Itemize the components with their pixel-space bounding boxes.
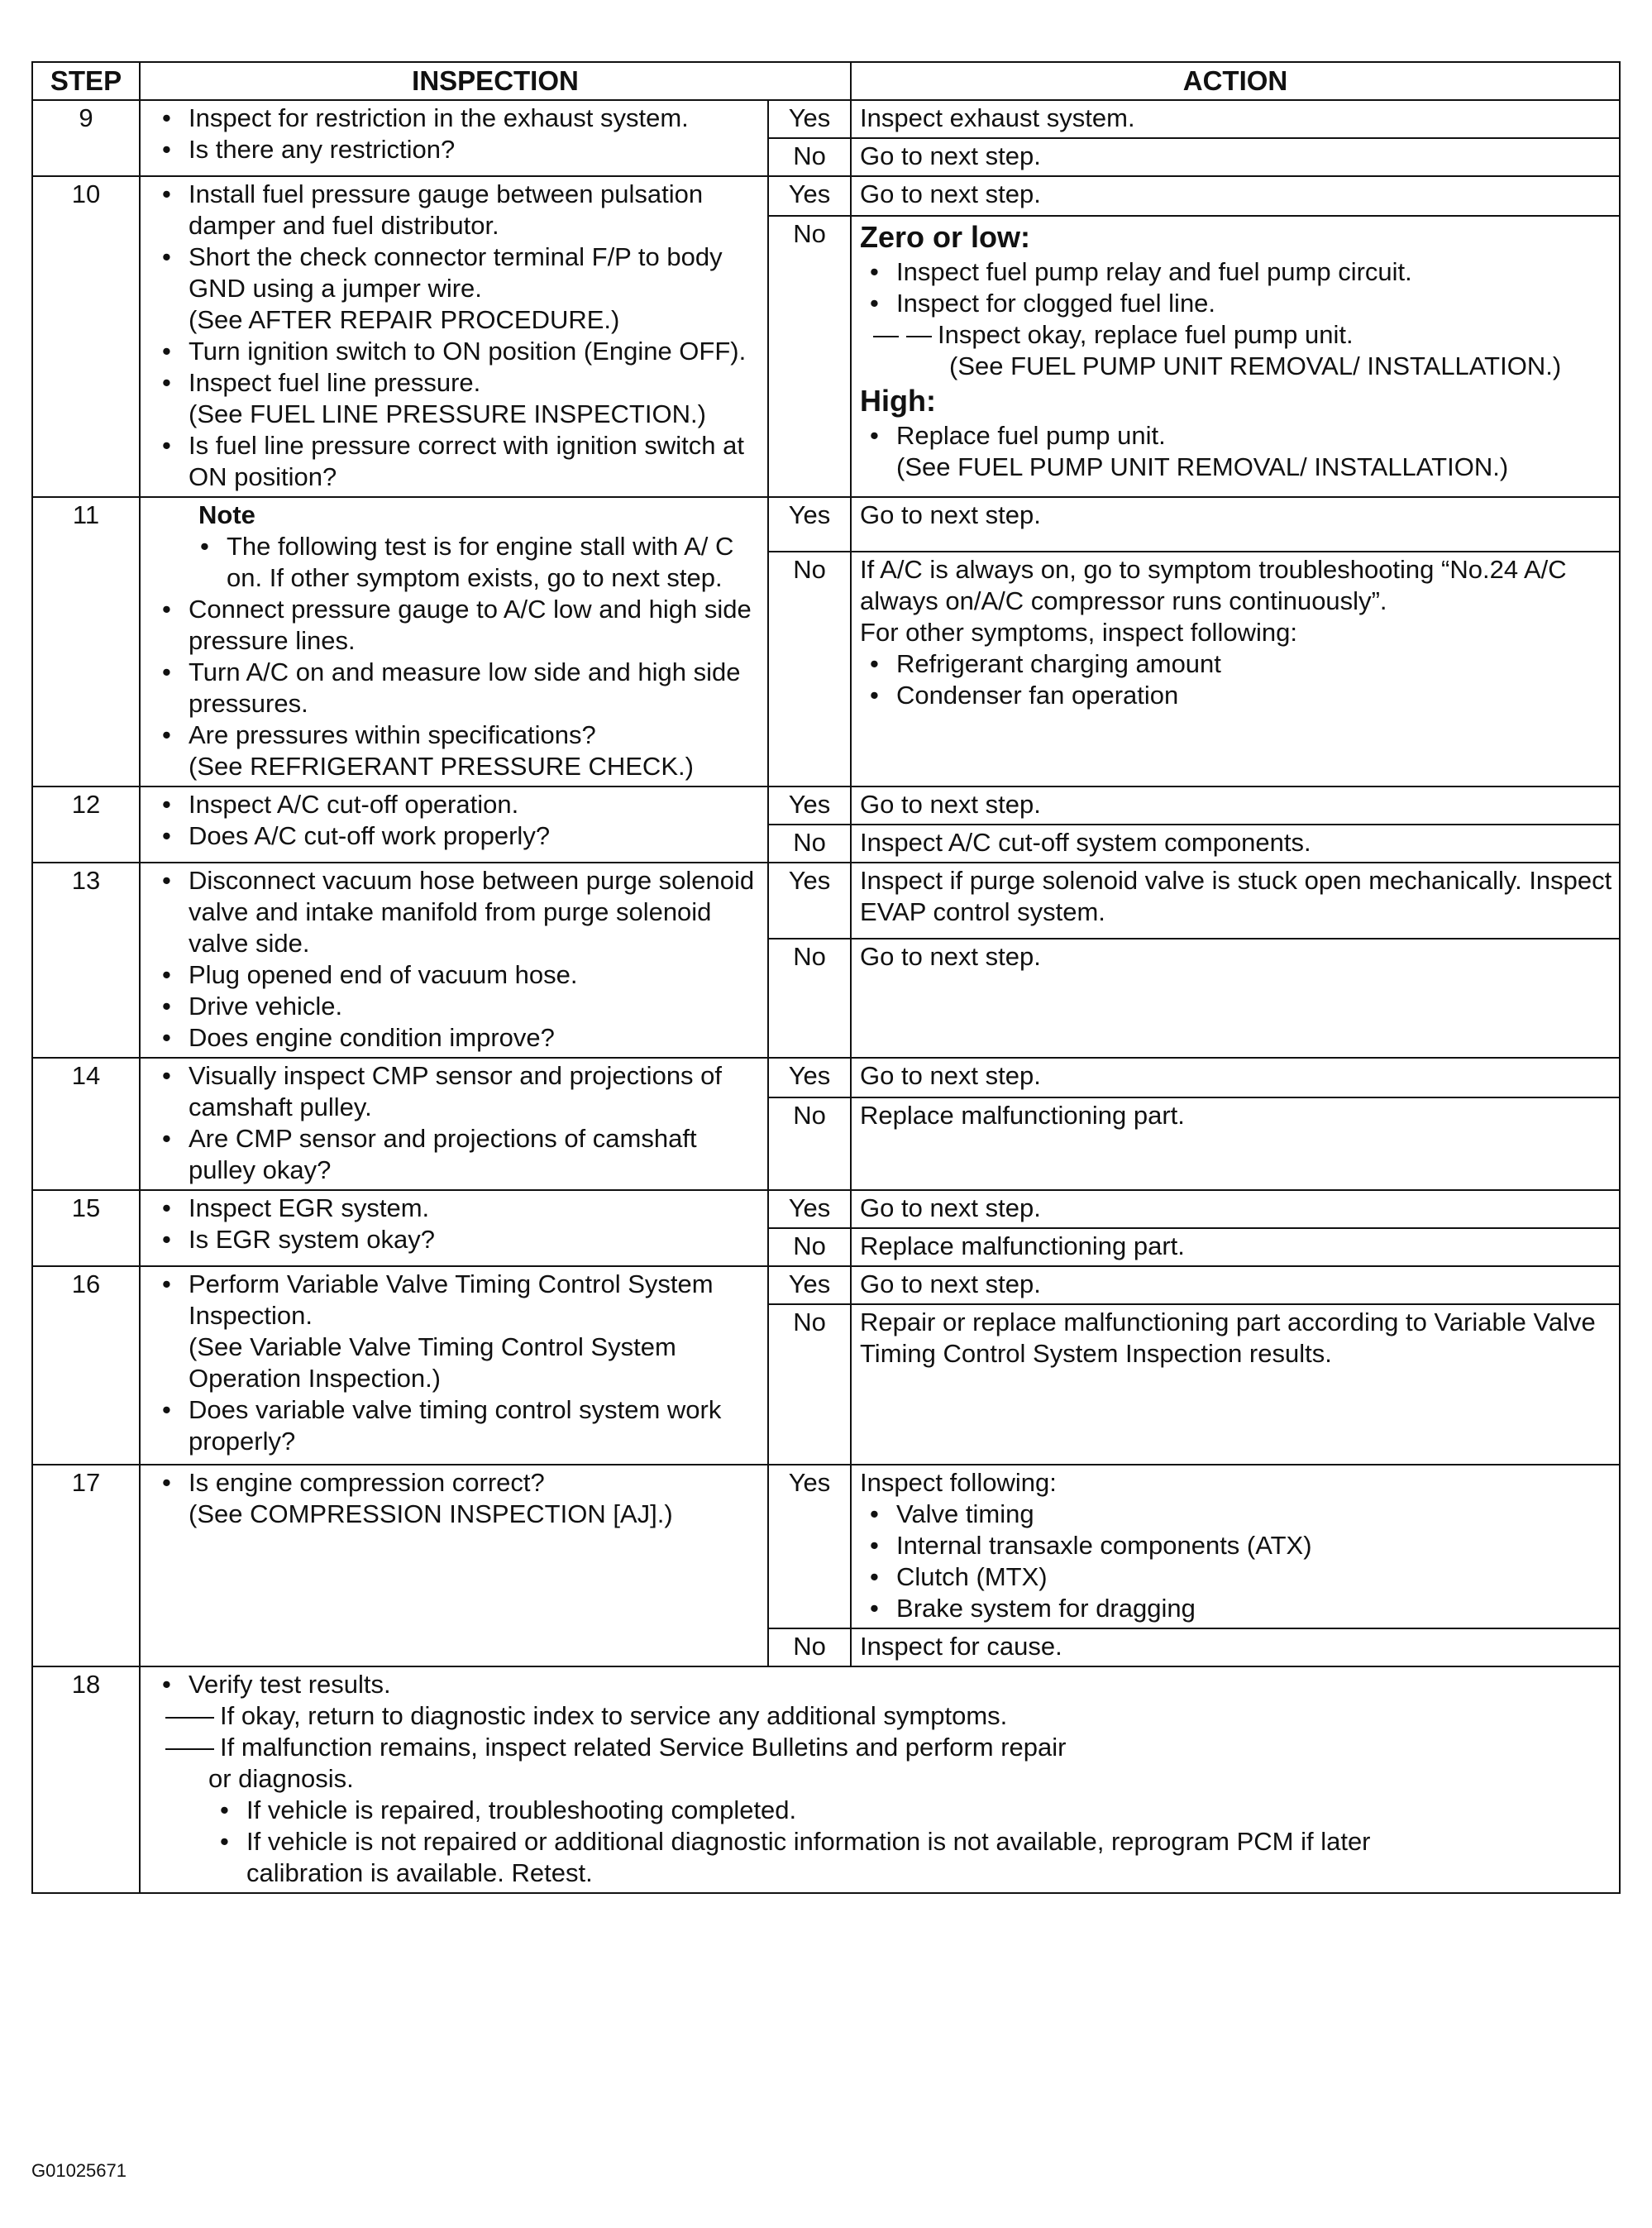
result-continuation: or diagnosis. bbox=[208, 1764, 354, 1793]
inspection-cell bbox=[140, 1666, 1620, 1893]
inspection-item: • Install fuel pressure gauge between pulsation damper and fuel distributor. bbox=[189, 179, 759, 241]
answer-yes: Yes bbox=[768, 176, 851, 216]
step-number: 13 bbox=[32, 863, 140, 1058]
note-item: • The following test is for engine stall with A/ C on. If other symptom exists, go to next step. bbox=[227, 531, 759, 594]
answer-no: No bbox=[768, 825, 851, 863]
inspection-item: • Turn A/C on and measure low side and high side pressures. bbox=[189, 657, 759, 720]
inspection-cell bbox=[140, 1465, 768, 1666]
inspection-item: • Inspect for restriction in the exhaust system. bbox=[189, 103, 759, 134]
result-dash-item: — — If malfunction remains, inspect related Service Bulletins and perform repair bbox=[152, 1732, 1611, 1763]
table-row bbox=[32, 1465, 1620, 1628]
action-no: Repair or replace malfunctioning part according to Variable Valve Timing Control System Inspection results. bbox=[851, 1304, 1620, 1465]
inspection-cell bbox=[140, 176, 768, 497]
note-title: Note bbox=[198, 500, 255, 529]
inspection-item: • Does variable valve timing control system work properly? bbox=[189, 1394, 759, 1457]
inspection-item: • Does engine condition improve? bbox=[189, 1022, 759, 1054]
inspection-cell bbox=[140, 1190, 768, 1266]
action-item: • Condenser fan operation bbox=[896, 680, 1612, 711]
action-yes: Go to next step. bbox=[851, 786, 1620, 825]
table-row bbox=[32, 1058, 1620, 1097]
action-no bbox=[851, 552, 1620, 786]
action-yes bbox=[851, 1465, 1620, 1628]
action-no: Inspect A/C cut-off system components. bbox=[851, 825, 1620, 863]
inspection-item: • Connect pressure gauge to A/C low and high side pressure lines. bbox=[189, 594, 759, 657]
inspection-item: • Is fuel line pressure correct with ignition switch at ON position? bbox=[189, 430, 759, 493]
inspection-cell bbox=[140, 100, 768, 176]
step-number: 14 bbox=[32, 1058, 140, 1190]
action-yes: Inspect exhaust system. bbox=[851, 100, 1620, 138]
table-row bbox=[32, 1190, 1620, 1228]
step-number: 18 bbox=[32, 1666, 140, 1893]
inspection-item: • Is there any restriction? bbox=[189, 134, 759, 165]
table-row bbox=[32, 176, 1620, 216]
action-no: Replace malfunctioning part. bbox=[851, 1228, 1620, 1266]
result-sub-item: • If vehicle is repaired, troubleshooting completed. bbox=[246, 1795, 1611, 1826]
inspection-item: • Inspect fuel line pressure. (See FUEL LINE PRESSURE INSPECTION.) bbox=[189, 367, 759, 430]
inspection-item: • Turn ignition switch to ON position (Engine OFF). bbox=[189, 336, 759, 367]
step-number: 9 bbox=[32, 100, 140, 176]
action-item: • Brake system for dragging bbox=[896, 1593, 1612, 1624]
inspection-cell bbox=[140, 1058, 768, 1190]
table-row bbox=[32, 863, 1620, 939]
action-item: • Inspect fuel pump relay and fuel pump circuit. bbox=[896, 256, 1612, 288]
inspection-item: • Disconnect vacuum hose between purge solenoid valve and intake manifold from purge solenoid valve side. bbox=[189, 865, 759, 959]
action-item: • Inspect for clogged fuel line. bbox=[896, 288, 1612, 319]
action-yes: Inspect if purge solenoid valve is stuck open mechanically. Inspect EVAP control system. bbox=[851, 863, 1620, 939]
action-text: For other symptoms, inspect following: bbox=[860, 617, 1297, 647]
answer-yes: Yes bbox=[768, 1190, 851, 1228]
action-item: • Replace fuel pump unit. (See FUEL PUMP UNIT REMOVAL/ INSTALLATION.) bbox=[896, 420, 1612, 483]
inspection-item: • Does A/C cut-off work properly? bbox=[189, 820, 759, 852]
action-no: Replace malfunctioning part. bbox=[851, 1097, 1620, 1190]
action-dash-item: — — Inspect okay, replace fuel pump unit. bbox=[860, 319, 1612, 351]
inspection-item: • Is EGR system okay? bbox=[189, 1224, 759, 1255]
answer-no: No bbox=[768, 939, 851, 1058]
table-row bbox=[32, 497, 1620, 552]
step-number: 16 bbox=[32, 1266, 140, 1465]
step-number: 17 bbox=[32, 1465, 140, 1666]
header-inspection: INSPECTION bbox=[140, 62, 851, 100]
step-number: 11 bbox=[32, 497, 140, 786]
action-yes: Go to next step. bbox=[851, 1266, 1620, 1304]
inspection-item: • Plug opened end of vacuum hose. bbox=[189, 959, 759, 991]
answer-yes: Yes bbox=[768, 786, 851, 825]
answer-no: No bbox=[768, 1097, 851, 1190]
action-item: • Valve timing bbox=[896, 1499, 1612, 1530]
inspection-item: • Are CMP sensor and projections of camshaft pulley okay? bbox=[189, 1123, 759, 1186]
action-yes: Go to next step. bbox=[851, 497, 1620, 552]
result-sub-item: • If vehicle is not repaired or additional diagnostic information is not available, reprogram PCM if later calibration is available. Retest. bbox=[246, 1826, 1611, 1889]
table-header-row bbox=[32, 62, 1620, 100]
inspection-item: • Visually inspect CMP sensor and projections of camshaft pulley. bbox=[189, 1060, 759, 1123]
figure-id: G01025671 bbox=[31, 2160, 127, 2181]
inspection-item: • Inspect EGR system. bbox=[189, 1193, 759, 1224]
answer-yes: Yes bbox=[768, 497, 851, 552]
action-no: Inspect for cause. bbox=[851, 1628, 1620, 1666]
inspection-cell bbox=[140, 786, 768, 863]
action-text: If A/C is always on, go to symptom troubleshooting “No.24 A/C always on/A/C compressor runs continuously”. bbox=[860, 554, 1567, 615]
inspection-item: • Is engine compression correct? (See COMPRESSION INSPECTION [AJ].) bbox=[189, 1467, 759, 1530]
header-step: STEP bbox=[32, 62, 140, 100]
answer-yes: Yes bbox=[768, 1266, 851, 1304]
diagnostic-table-page bbox=[31, 61, 1621, 1894]
header-action: ACTION bbox=[851, 62, 1620, 100]
action-yes: Go to next step. bbox=[851, 1058, 1620, 1097]
answer-no: No bbox=[768, 1228, 851, 1266]
inspection-item: • Verify test results. bbox=[189, 1669, 1611, 1700]
action-text: Inspect following: bbox=[860, 1468, 1057, 1497]
table-row bbox=[32, 1266, 1620, 1304]
action-no: Go to next step. bbox=[851, 939, 1620, 1058]
inspection-cell bbox=[140, 1266, 768, 1465]
answer-no: No bbox=[768, 552, 851, 786]
table-row bbox=[32, 100, 1620, 138]
diagnostic-table bbox=[31, 61, 1621, 1894]
action-yes: Go to next step. bbox=[851, 176, 1620, 216]
answer-no: No bbox=[768, 1304, 851, 1465]
inspection-cell bbox=[140, 863, 768, 1058]
answer-yes: Yes bbox=[768, 863, 851, 939]
answer-yes: Yes bbox=[768, 100, 851, 138]
action-no: Go to next step. bbox=[851, 138, 1620, 176]
zero-or-low-heading: Zero or low: bbox=[860, 219, 1031, 254]
answer-no: No bbox=[768, 138, 851, 176]
inspection-item: • Short the check connector terminal F/P to body GND using a jumper wire. (See AFTER REPAIR PROCEDURE.) bbox=[189, 241, 759, 336]
inspection-item: • Inspect A/C cut-off operation. bbox=[189, 789, 759, 820]
answer-no: No bbox=[768, 1628, 851, 1666]
table-row bbox=[32, 1666, 1620, 1893]
action-yes: Go to next step. bbox=[851, 1190, 1620, 1228]
action-reference: (See FUEL PUMP UNIT REMOVAL/ INSTALLATION.) bbox=[949, 351, 1562, 380]
table-row bbox=[32, 786, 1620, 825]
result-dash-item: — — If okay, return to diagnostic index to service any additional symptoms. bbox=[152, 1700, 1611, 1732]
inspection-item: • Perform Variable Valve Timing Control System Inspection. (See Variable Valve Timing Control System Operation Inspection.) bbox=[189, 1269, 759, 1394]
step-number: 15 bbox=[32, 1190, 140, 1266]
action-no bbox=[851, 216, 1620, 497]
inspection-item: • Drive vehicle. bbox=[189, 991, 759, 1022]
step-number: 12 bbox=[32, 786, 140, 863]
inspection-item: • Are pressures within specifications? (See REFRIGERANT PRESSURE CHECK.) bbox=[189, 720, 759, 782]
answer-yes: Yes bbox=[768, 1058, 851, 1097]
high-heading: High: bbox=[860, 383, 936, 418]
answer-no: No bbox=[768, 216, 851, 497]
action-item: • Clutch (MTX) bbox=[896, 1561, 1612, 1593]
step-number: 10 bbox=[32, 176, 140, 497]
inspection-cell bbox=[140, 497, 768, 786]
action-item: • Refrigerant charging amount bbox=[896, 648, 1612, 680]
action-item: • Internal transaxle components (ATX) bbox=[896, 1530, 1612, 1561]
answer-yes: Yes bbox=[768, 1465, 851, 1628]
